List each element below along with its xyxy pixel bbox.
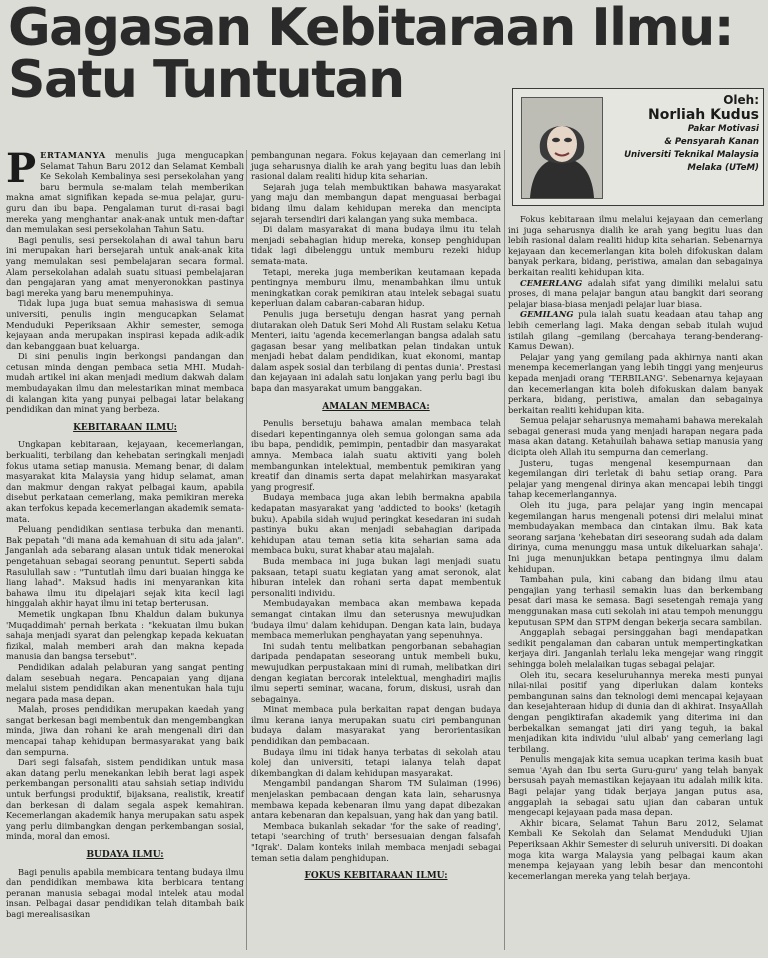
author-role-1: Pakar Motivasi [687, 124, 759, 134]
paragraph: Di dalam masyarakat di mana budaya ilmu itu telah menjadi sebahagian hidup mereka, konsep penghidupan tidak lagi dibelenggu untuk memburu rezeki hidup semata-mata. [251, 224, 501, 266]
author-box [512, 88, 764, 206]
paragraph: Anggaplah sebagai persinggahan bagi mendapatkan sedikit pengalaman dan cabaran untuk mempertingkatkan kerjaya diri. Janganlah terlalu leka mengejar wang ringgit sehingga boleh melalaikan tugas sebagai pelajar. [508, 627, 763, 669]
author-photo [521, 97, 603, 199]
section-heading: KEBITARAAN ILMU: [73, 422, 177, 433]
paragraph: Penulis bersetuju bahawa amalan membaca telah disedari kepentingannya oleh semua golongan sama ada ibu bapa, pendidik, pemimpin, pentadbir dan masyarakat amnya. Membaca ialah suatu aktiviti yang boleh membangunkan intelektual, membentuk pemikiran yang kreatif dan dinamis serta dapat melahirkan masyarakat yang progresif. [251, 418, 501, 492]
section-heading: BUDAYA ILMU: [86, 850, 164, 860]
article-column-2 [251, 150, 501, 888]
paragraph: Tambahan pula, kini cabang dan bidang ilmu atau pengajian yang terhasil semakin luas dan berkembang pesat dari masa ke semasa. Bagi sesetengah remaja yang menggunakan masa cuti sekolah ini atau tempoh menunggu keputusan SPM dan STPM dengan bekerja secara sambilan. [508, 574, 763, 627]
paragraph: Ungkapan kebitaraan, kejayaan, kecemerlangan, berkualiti, terbilang dan kehebatan seringkali menjadi fokus utama setiap manusia. Memang benar, di dalam masyarakat kita Malaysia yang hidup selamat, aman dan makmur dengan rakyat pelbagai kaum, apabila disebut perkataan cemerlang, maka pemikiran mereka akan terfokus kepada kecemerlangan akademik semata-mata. [6, 439, 244, 524]
paragraph: Membaca bukanlah sekadar 'for the sake of reading', tetapi 'searching of truth' bersesuaian dengan falsafah "Iqrak'. Dalam konteks inilah membaca menjadi sebagai teman setia dalam penghidupan. [251, 820, 501, 863]
headline-line1: Gagasan Kebitaraan Ilmu: [8, 0, 734, 58]
paragraph: Oleh itu, secara keseluruhannya mereka mesti punyai nilai-nilai positif yang diperlukan dalam konteks pembangunan sains dan teknologi demi mencapai kejayaan dan kesejahteraan hidup di dunia dan di akhirat. InsyaAllah dengan pengiktirafan akademik yang diterima ini dan berbekalkan semangat jati diri yang teguh, ia bakal menjadikan kita individu 'ulul albab' yang cemerlang lagi terbilang. [508, 669, 763, 754]
paragraph: Buda membaca ini juga bukan lagi menjadi suatu paksaan, tetapi suatu kegiatan yang amat seronok, alat hiburan intelek dan rohani serta dapat membentuk personaliti individu. [251, 555, 501, 598]
paragraph: Budaya ilmu ini tidak hanya terbatas di sekolah atau kolej dan universiti, tetapi ialanya telah dapat dikembangkan di dalam kehidupan masyarakat. [251, 746, 501, 778]
paragraph: pembangunan negara. Fokus kejayaan dan cemerlang ini juga seharusnya dialih ke arah yang begitu luas dan lebih rasional dalam realiti hidup kita seharian. [251, 150, 501, 182]
paragraph: Justeru, tugas mengenal kesempurnaan dan kegemilangan diri terletak di bahu setiap orang. Para pelajar yang mengenal dirinya akan mencapai lebih tinggi tahap kecemerlangannya. [508, 457, 763, 500]
paragraph: Penulis juga bersetuju dengan hasrat yang pernah diutarakan oleh Datuk Seri Mohd Ali Rustam selaku Ketua Menteri, iaitu 'agenda kecemerlangan bangsa adalah satu gagasan besar yang melibatkan pelan tindakan untuk menjadi hebat dalam pendidikan, kuat ekonomi, mantap dalam aspek sosial dan terbilang di pentas dunia'. Prestasi dan kejayaan ini adalah satu lonjakan yang perlu bagi ibu bapa dan masyarakat umum banggakan. [251, 308, 501, 394]
drop-cap: P [6, 145, 37, 192]
paragraph: Sejarah juga telah membuktikan bahawa masyarakat yang maju dan membangun dapat menguasai berbagai bidang ilmu dalam kehidupan mereka dan mencipta sejarah tersendiri dari kalangan yang suka membaca. [251, 181, 501, 224]
column-divider [504, 150, 505, 950]
paragraph: Fokus kebitaraan ilmu melalui kejayaan dan cemerlang ini juga seharusnya dialih ke arah yang begitu luas dan lebih rasional dalam realiti hidup kita seharian. Sebenarnya kejayaan dan kecemerlangan kita boleh difokuskan dalam banyak perkara, bidang, peristiwa, amalan dan sebagainya berkaitan realiti kehidupan kita. [508, 214, 763, 277]
author-by-label: Oleh: [723, 93, 759, 107]
paragraph: Memetik ungkapan Ibnu Khaldun dalam bukunya 'Muqaddimah' pernah berkata : "kekuatan ilmu bukan sahaja menjadi syarat dan pelengkap kepada kekuatan fizikal, malah memberi arah dan makna kepada manusia dan bangsa tersebut". [6, 608, 244, 662]
author-name: Norliah Kudus [647, 107, 759, 123]
paragraph: Mengambil pandangan Sharom TM Sulaiman (1996) menjelaskan pembacaan dengan kata lain, seharusnya membawa kepada kebenaran ilmu yang dapat dibezakan antara kebenaran dan kepalsuan, yang hak dan yang batil. [251, 778, 501, 821]
paragraph: Peluang pendidikan sentiasa terbuka dan menanti. Bak pepatah "di mana ada kemahuan di situ ada jalan". Janganlah ada sebarang alasan untuk tidak menerokai pengetahuan sebagai seorang penuntut. Seperti sabda Rasulullah saw : "Tuntutlah ilmu dari buaian hingga ke liang lahad". Maksud hadis ini menyarankan kita bahawa ilmu itu dipelajari sejak kita kecil lagi hinggalah akhir hayat ilmu ini tetap berterusan. [6, 524, 244, 609]
paragraph: Ini sudah tentu melibatkan pengorbanan sebahagian daripada pendapatan seseorang untuk membeli buku, mewujudkan perpustakaan mini di rumah, melibatkan diri dengan kegiatan bercorak intelektual, menghadiri majlis ilmu seperti seminar, wacana, forum, diskusi, usrah dan sebagainya. [251, 640, 501, 704]
headline-line2: Satu Tuntutan [8, 50, 404, 110]
author-role-4: Melaka (UTeM) [687, 163, 759, 173]
author-role-2: & Pensyarah Kanan [664, 137, 759, 147]
paragraph: Bagi penulis, sesi persekolahan di awal tahun baru ini merupakan hari bersejarah untuk anak-anak kita yang memulakan sesi pembelajaran secara formal. Alam persekolahan adalah suatu situasi pembelajaran dan pengajaran yang amat menyeronokkan pastinya bagi mereka yang baru menempuhinya. [6, 234, 244, 298]
paragraph: Pendidikan adalah pelaburan yang sangat penting dalam sesebuah negara. Pencapaian yang dijana melalui sistem pendidikan akan menentukan hala tuju negara pada masa depan. [6, 661, 244, 704]
emphasis-word: GEMILANG [520, 309, 574, 320]
paragraph: menulis juga mengucapkan Selamat Tahun Baru 2012 dan Selamat Kembali Ke Sekolah Kembalinya sesi persekolahan yang baru bermula se-malam telah memberikan makna amat signifikan kepada se-mua pelajar, guru-guru dan ibu bapa. Pengalaman turut di-rasai bagi mereka yang menghantar anak-anak untuk men-daftar dan memulakan sesi persekolahan Tahun Satu. [6, 150, 244, 235]
paragraph: Bagi penulis apabila membicara tentang budaya ilmu dan pendidikan membawa kita berbicara tentang peranan manusia sebagai modal intelek atau modal insan. Pelbagai dasar pendidikan telah ditambah baik bagi merealisasikan [6, 866, 244, 919]
paragraph: adalah sifat yang dimiliki melalui satu proses, di mana pelajar bangun atau bangkit dari seorang pelajar biasa-biasa menjadi pelajar luar biasa. [508, 277, 763, 309]
paragraph: Dari segi falsafah, sistem pendidikan untuk masa akan datang perlu menekankan lebih berat lagi aspek perkembangan personaliti atau sahsiah setiap individu untuk berfungsi produktif, bijaksana, realistik, kreatif dan berkesan di dalam segala aspek kemahiran. Kecemerlangan akademik hanya merupakan satu aspek yang perlu diimbangkan dengan perkembangan sosial, minda, moral dan emosi. [6, 757, 244, 842]
paragraph: Penulis mengajak kita semua ucapkan terima kasih buat semua 'Ayah dan Ibu serta Guru-guru' yang telah banyak bersusah payah memastikan kejayaan itu adalah milik kita. Bagi pelajar yang tidak berjaya jangan putus asa, anggaplah ia sebagai satu ujian dan cabaran untuk mengecapi kejayaan pada masa depan. [508, 754, 763, 818]
author-role-3: Universiti Teknikal Malaysia [624, 150, 759, 160]
paragraph: Oleh itu juga, para pelajar yang ingin mencapai kegemilangan harus mengenali potensi diri melalui minat membudayakan membaca dan cintakan ilmu. Bak kata seorang sarjana 'kehebatan diri seseorang sudah ada dalam dirinya, cuma menunggu masa untuk dikeluarkan sahaja'. Ini juga menunjukkan betapa pentingnya ilmu dalam kehidupan. [508, 500, 763, 574]
article-column-3 [508, 214, 763, 881]
paragraph: Tidak lupa juga buat semua mahasiswa di semua universiti, penulis ingin mengucapkan Selamat Menduduki Peperiksaan Akhir semester, semoga kejayaan anda merupakan inspirasi kepada adik-adik dan kebanggaan buat keluarga. [6, 298, 244, 351]
paragraph: Budaya membaca juga akan lebih bermakna apabila kedapatan masyarakat yang 'addicted to books' (ketagih buku). Apabila sidah wujud peringkat kesedaran ini sudah pastinya buku akan menjadi sebahagian daripada kehidupan atau teman setia kita seharian sama ada membaca buku, surat khabar atau majalah. [251, 492, 501, 556]
article-column-1 [6, 145, 244, 920]
section-heading: FOKUS KEBITARAAN ILMU: [304, 871, 448, 882]
section-heading: AMALAN MEMBACA: [322, 401, 430, 412]
paragraph: Di sini penulis ingin berkongsi pandangan dan cetusan minda dengan pembaca setia MHI. Mudah-mudah artikel ini akan menjadi medium dakwah dalam membudayakan ilmu dan melestarikan minat membaca di kalangan kita yang punyai pelbagai latar belakang pendidikan dan minat yang berbeza. [6, 351, 244, 415]
paragraph: Semua pelajar seharusnya memahami bahawa merekalah sebagai generasi muda yang menjadi harapan negara pada masa akan datang. Ketahuilah bahawa setiap manusia yang dicipta oleh Allah itu sempurna dan cemerlang. [508, 415, 763, 458]
paragraph: Membudayakan membaca akan membawa kepada semangat cintakan ilmu dan seterusnya mewujudkan 'budaya ilmu' dalam kehidupan. Dengan kata lain, budaya membaca memerlukan penghayatan yang sepenuhnya. [251, 598, 501, 641]
column-divider [246, 150, 247, 950]
paragraph: Malah, proses pendidikan merupakan kaedah yang sangat berkesan bagi membentuk dan mengembangkan minda, jiwa dan rohani ke arah mengenali diri dan mencapai tahap kehidupan bermasyarakat yang baik dan sempurna. [6, 704, 244, 757]
lead-word: ERTAMANYA [40, 150, 106, 160]
paragraph: Minat membaca pula berkaitan rapat dengan budaya ilmu kerana ianya merupakan suatu ciri pembangunan budaya dalam masyarakat yang berorientasikan pendidikan dan pembacaan. [251, 704, 501, 747]
paragraph: pula ialah suatu keadaan atau tahap ang lebih cemerlang lagi. Maka dengan sebab itulah wujud istilah gilang –gemilang (bercahaya terang-benderang-Kamus Dewan). [508, 309, 763, 352]
emphasis-word: CEMERLANG [520, 277, 583, 288]
paragraph: Tetapi, mereka juga memberikan keutamaan kepada pentingnya memburu ilmu, menambahkan ilmu untuk meningkatkan corak pemikiran atau intelek sebagai suatu keperluan dalam cabaran-cabaran hidup. [251, 266, 501, 309]
paragraph: Pelajar yang yang gemilang pada akhirnya nanti akan menempa kecemerlangan yang lebih tinggi yang menjeurus kepada menjadi orang 'TERBILANG'. Sebenarnya kejayaan dan kecemerlangan kita boleh difokuskan dalam banyak perkara, bidang, peristiwa, amalan dan sebagainya berkaitan realiti kehidupan kita. [508, 351, 763, 415]
author-portrait-icon [522, 98, 602, 198]
paragraph: Akhir bicara, Selamat Tahun Baru 2012, Selamat Kembali Ke Sekolah dan Selamat Menduduki Ujian Peperiksaan Akhir Semester di seluruh universiti. Di doakan moga kita warga Malaysia yang pelbagai kaum akan menempa kejayaan yang lebih besar dan mencontohi kecemerlangan mereka yang telah berjaya. [508, 817, 763, 881]
